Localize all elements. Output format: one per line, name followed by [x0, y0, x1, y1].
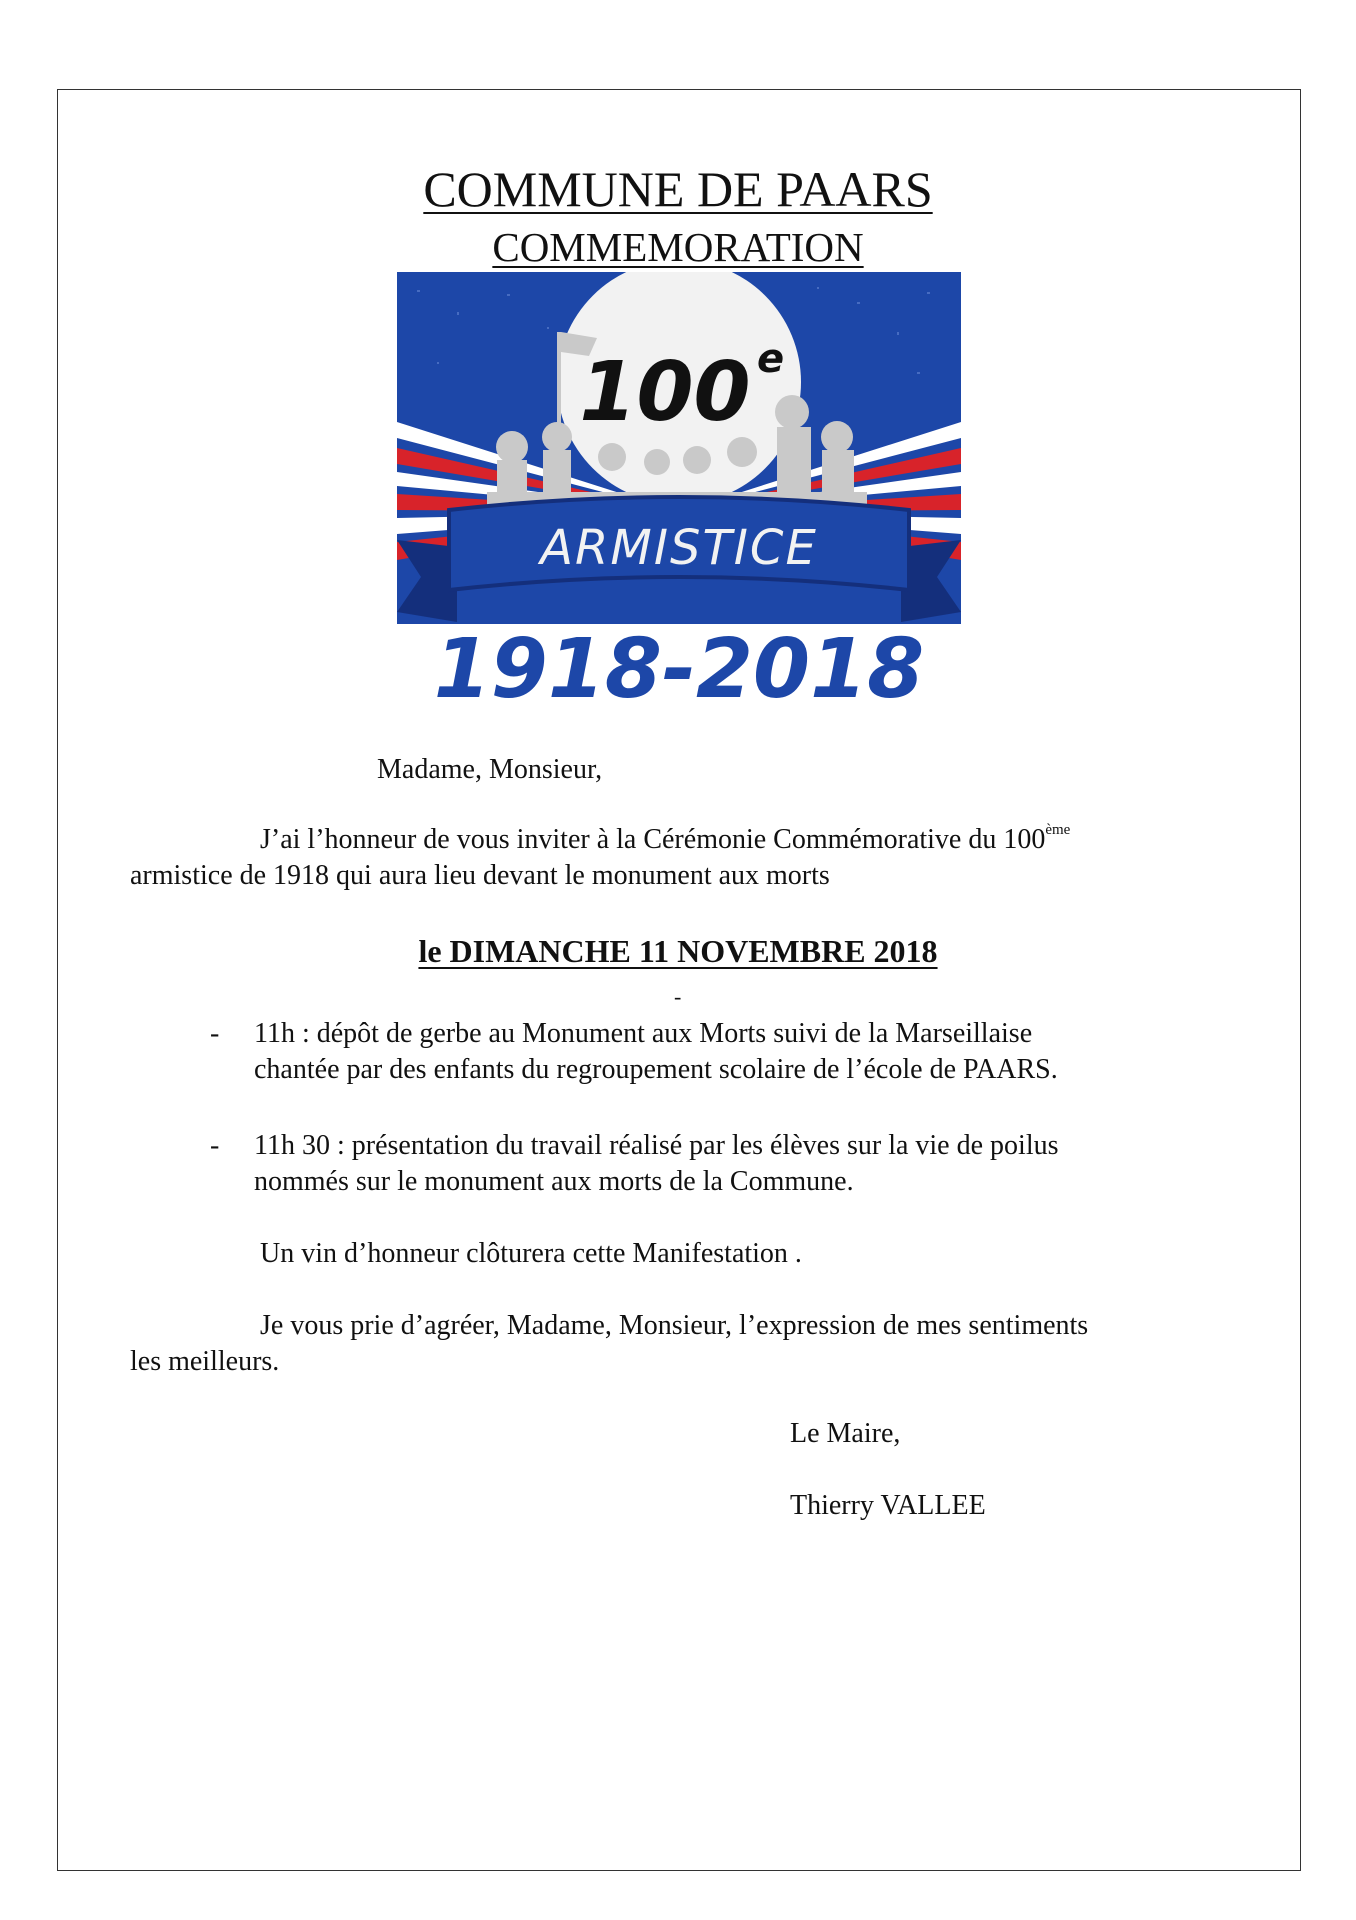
- bullet-dash-1: -: [210, 1018, 220, 1049]
- separator-dash: -: [674, 984, 682, 1009]
- intro-line-1: J’ai l’honneur de vous inviter à la Cérémonie Commémorative du 100ème: [260, 822, 1071, 855]
- bullet-2-line-2: nommés sur le monument aux morts de la Commune.: [254, 1166, 854, 1197]
- salutation: Madame, Monsieur,: [377, 754, 603, 785]
- signature-title: Le Maire,: [790, 1418, 901, 1449]
- bullet-1-line-1: 11h : dépôt de gerbe au Monument aux Morts suivi de la Marseillaise: [254, 1018, 1033, 1049]
- intro-line-2: armistice de 1918 qui aura lieu devant le monument aux morts: [130, 860, 830, 891]
- page-title: COMMUNE DE PAARS: [423, 161, 933, 217]
- closing-line-1: Je vous prie d’agréer, Madame, Monsieur, l’expression de mes sentiments: [260, 1310, 1089, 1341]
- bullet-1-line-2: chantée par des enfants du regroupement scolaire de l’école de PAARS.: [254, 1054, 1058, 1085]
- logo-banner-text: ARMISTICE: [540, 520, 818, 576]
- signature-name: Thierry VALLEE: [790, 1490, 986, 1521]
- bullet-dash-2: -: [210, 1130, 220, 1161]
- closing-line-2: les meilleurs.: [130, 1346, 280, 1377]
- logo-number: 100: [579, 345, 751, 440]
- armistice-logo: [397, 272, 961, 712]
- bullet-2-line-1: 11h 30 : présentation du travail réalisé par les élèves sur la vie de poilus: [254, 1130, 1059, 1161]
- vin-d-honneur: Un vin d’honneur clôturera cette Manifestation .: [260, 1238, 802, 1269]
- logo-years: 1918-2018: [433, 622, 925, 712]
- ceremony-date: le DIMANCHE 11 NOVEMBRE 2018: [418, 933, 938, 969]
- page-subtitle: COMMEMORATION: [492, 224, 864, 270]
- logo-suffix: e: [757, 336, 785, 382]
